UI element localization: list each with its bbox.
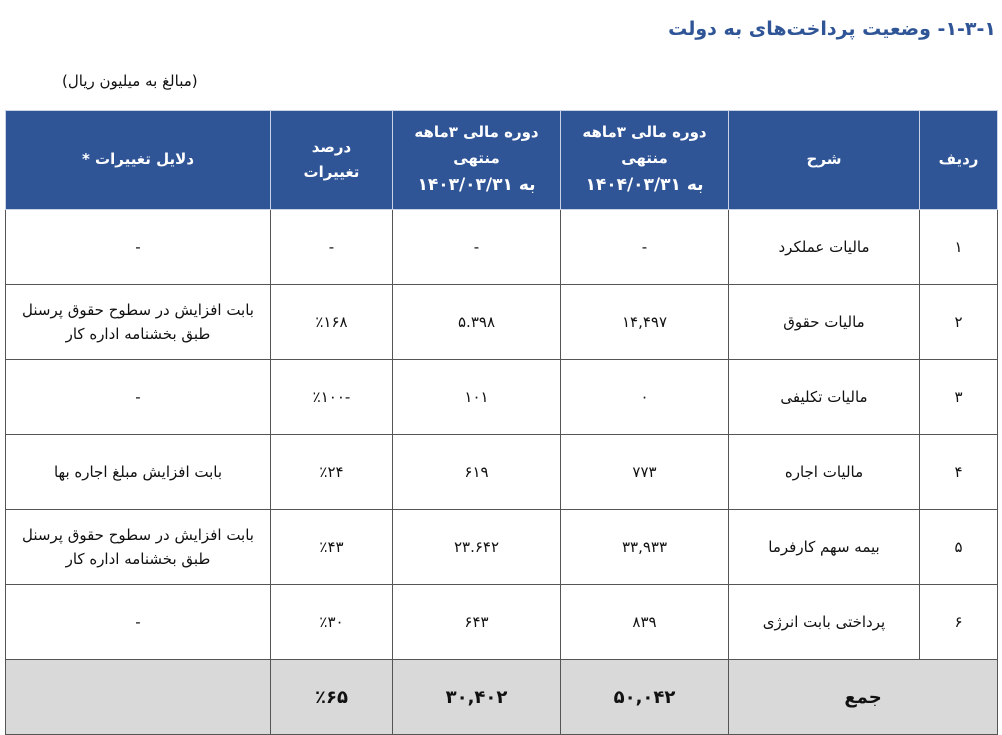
- row-reason: بابت افزایش مبلغ اجاره بها: [6, 435, 271, 510]
- row-value-1403: ۶۴۳: [393, 585, 561, 660]
- col-header-change-pct-line2: تغییرات: [303, 163, 360, 181]
- row-description: بیمه سهم کارفرما: [729, 510, 920, 585]
- col-header-period-1403: [393, 111, 561, 210]
- row-change-pct: -٪۱۰۰: [271, 360, 393, 435]
- total-reason-empty: [6, 660, 271, 735]
- row-description: مالیات حقوق: [729, 285, 920, 360]
- row-value-1404: ۸۳۹: [561, 585, 729, 660]
- row-value-1404: ۳۳,۹۳۳: [561, 510, 729, 585]
- total-change-pct: ٪۶۵: [271, 660, 393, 735]
- col-header-period-1404: [561, 111, 729, 210]
- table-row: [6, 285, 998, 360]
- row-description: مالیات اجاره: [729, 435, 920, 510]
- col-header-description: شرح: [729, 111, 920, 210]
- col-header-period-1403-line2: به ۱۴۰۳/۰۳/۳۱: [417, 175, 536, 196]
- row-description: مالیات تکلیفی: [729, 360, 920, 435]
- row-value-1404: ۱۴,۴۹۷: [561, 285, 729, 360]
- row-description: پرداختی بابت انرژی: [729, 585, 920, 660]
- row-number: ۴: [920, 435, 998, 510]
- col-header-period-1403-line1: دوره مالی ۳ماهه منتهی: [414, 123, 539, 167]
- row-number: ۲: [920, 285, 998, 360]
- total-label: جمع: [729, 660, 998, 735]
- payments-table: [5, 110, 998, 735]
- row-value-1403: ۱۰۱: [393, 360, 561, 435]
- row-value-1403: ۶۱۹: [393, 435, 561, 510]
- row-value-1404: ۷۷۳: [561, 435, 729, 510]
- col-header-period-1404-line2: به ۱۴۰۴/۰۳/۳۱: [585, 175, 704, 196]
- row-change-pct: ٪۲۴: [271, 435, 393, 510]
- col-header-reasons: دلایل تغییرات *: [6, 111, 271, 210]
- table-row: [6, 210, 998, 285]
- col-header-row-no: ردیف: [920, 111, 998, 210]
- row-change-pct: ٪۳۰: [271, 585, 393, 660]
- row-reason: بابت افزایش در سطوح حقوق پرسنل طبق بخشنامه اداره کار: [6, 285, 271, 360]
- row-value-1403: -: [393, 210, 561, 285]
- row-description: مالیات عملکرد: [729, 210, 920, 285]
- total-row: [6, 660, 998, 735]
- section-heading: ۱-۳-۱- وضعیت پرداخت‌های به دولت: [668, 18, 996, 40]
- row-value-1403: ۵.۳۹۸: [393, 285, 561, 360]
- row-change-pct: ٪۱۶۸: [271, 285, 393, 360]
- total-value-1403: ۳۰,۴۰۲: [393, 660, 561, 735]
- col-header-change-pct: [271, 111, 393, 210]
- row-number: ۱: [920, 210, 998, 285]
- col-header-change-pct-line1: درصد: [311, 137, 352, 156]
- row-number: ۶: [920, 585, 998, 660]
- table-row: [6, 585, 998, 660]
- row-number: ۵: [920, 510, 998, 585]
- row-change-pct: ٪۴۳: [271, 510, 393, 585]
- row-reason: -: [6, 585, 271, 660]
- row-change-pct: -: [271, 210, 393, 285]
- table-header-row: [6, 111, 998, 210]
- row-value-1404: -: [561, 210, 729, 285]
- table-row: [6, 360, 998, 435]
- row-reason: بابت افزایش در سطوح حقوق پرسنل طبق بخشنامه اداره کار: [6, 510, 271, 585]
- row-reason: -: [6, 360, 271, 435]
- table-row: [6, 435, 998, 510]
- table-row: [6, 510, 998, 585]
- col-header-period-1404-line1: دوره مالی ۳ماهه منتهی: [582, 123, 707, 167]
- row-number: ۳: [920, 360, 998, 435]
- row-reason: -: [6, 210, 271, 285]
- total-value-1404: ۵۰,۰۴۲: [561, 660, 729, 735]
- unit-note: (مبالغ به میلیون ریال): [62, 72, 198, 90]
- row-value-1403: ۲۳.۶۴۲: [393, 510, 561, 585]
- row-value-1404: ۰: [561, 360, 729, 435]
